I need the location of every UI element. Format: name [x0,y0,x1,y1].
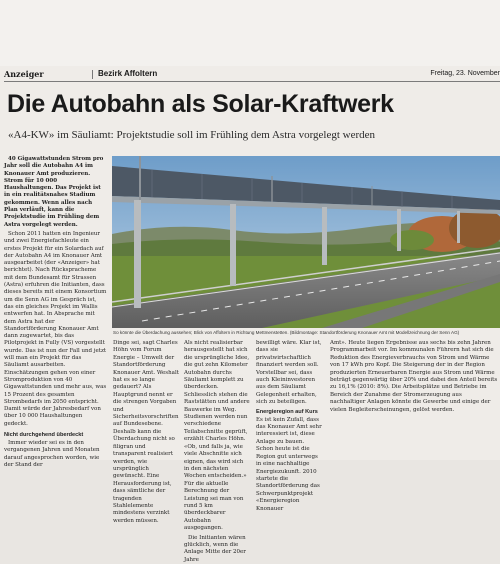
column-2-text: Als nicht realisierbar herausgestellt hat sich die ursprüngliche Idee, die gut zehn Kilometer Autobahn durchs Säuliamt komplett zu überdecken. Schliesslich stehen die Raststätten und andere Bauwerke im Weg. Studienen werden nun verschiedene Teilabschnitte geprüft, erzählt Charles Höhn. «Ob, und falls ja, wie viele Abschnitte sich eignen, das wird sich in den nächsten Wochen entscheiden.» Für die aktuelle Berechnung der Leistung sei man von rund 5 km überdeckbarer Autobahn ausgegangen. [184,340,250,532]
text-column-3 [256,340,322,512]
column-3-end-text: Es ist kein Zufall, dass das Knonauer Amt sehr interessiert ist, diese Anlage zu bauen. Schon heute ist die Region gut unterwegs in eine nachhaltige Energiezukunft. 2010 startete die Standortförderung das Schwerpunktprojekt «Energieregion Knonauer [256,416,322,512]
paper-name: Anzeiger [4,69,44,79]
text-column-4 [330,340,498,460]
lead-subheading: Nicht durchgehend überdeckt [4,431,84,438]
lead-body-text: Schon 2011 hatten ein Ingenieur und zwei Energiefachleute ein erstes Projekt für ein Solardach auf der Autobahn A4 im Knonauer Amt ausgearbeitet (der «Anzeiger» hat berichtet). Nach Rückspracheme mit dem Bundesamt für Strassen (Astra) erfuhren die Initianten, dass dieses bereits mit einem Konsortium um die Senn AG im Gespräch ist, das ein gleiches Projekt im Wallis entwerfen hat. In Absprache mit dem Astra hat der Standortförderung Knonauer Amt dann zugewartet, bis das Pilotprojekt in Fully (VS) vorgestellt wurde. Das ist nun der Fall und jetzt will man ein Projekt für das Säuliamt ausarbeiten. Einschätzungen gehen von einer Stromproduktion von 40 Gigawattstunden und mehr aus, was 15 Prozent des gesamten Strombedarfs im 2050 entspricht. Damit würde der Jahresbedarf von über 10 000 Haushaltungen gedeckt. [4,230,107,427]
column-2-end-text: Die Initianten wären glücklich, wenn die Anlage Mitte der 20er Jahre [184,534,246,563]
section-title: Bezirk Affoltern [98,69,158,78]
article-subhead: «A4-KW» im Säuliamt: Projektstudie soll im Frühling dem Astra vorgelegt werden [8,129,376,141]
article-photo [112,156,500,328]
page-top-margin [0,0,500,66]
column-1-text: Dinge sei, sagt Charles Höhn vom Forum Energie – Umwelt der Standortförderung Knonauer Amt. Weshalt hat es so lange gedauert? Als Hauptgrund nennt er die strengen Vorgaben und Sicherheitsvorschriften auf Bundesebene. Deshalb kann die Überdachung nicht so filigran und transparent realisiert werden, wie ursprünglich gewünscht. Eine Herausforderung ist, dass sämtliche der tragenden Stahlelemente mindestens verzinkt werden müssen. [113,340,179,524]
photo-caption: So könnte die Überdachung aussehen; Blick von Affoltern in Richtung Mettmenstetten. (Bildmontage: Standortförderung Knonauer Amt mit Modellzeichnung der Senn AG) [113,330,460,335]
article-lede: 40 Gigawattstunden Strom pro Jahr soll die Autobahn A4 im Knonauer Amt produzieren. Strom für 10 000 Haushaltungen. Das Projekt ist in ein realitätsnahes Stadium gekommen. Wenn alles nach Plan verläuft, kann die Projektstudie im Frühling dem Astra vorgelegt werden. [4,156,104,228]
column-3-text: bewilligt wäre. Klar ist, dass sie privatwirtschaftlich finanziert werden soll. Vorstellbar sei, dass auch Kleininvestoren aus dem Säuliamt Gelegenheit erhalten, sich zu beteiligen. [256,340,322,406]
text-column-2 [184,340,250,563]
lead-end-text: Immer wieder sei es in den vergangenen Jahren und Monaten darauf angesprochen worden, wie der Stand der [4,439,100,468]
masthead [4,69,500,82]
masthead-divider [92,70,93,79]
column-4-text: Amt». Heute liegen Ergebnisse aus sechs bis zehn Jahren Programmarbeit vor. Im kommunalen Führern hat sich die Reduktion des Energieverbrauchs von Strom und Wärme von 17 kWh pro Kopf. Die Steigerung der in der Region produzierten Erneuerbaren Energie aus Strom und Wärme beträgt gegenwärtig über 20% und dabei den Anteil bereits zu 16,1% (2010: 8%). Die Arbeitsplätze und Betriebe im Bereich der Zunahme der Stromerzeugung aus nachhaltiger Anlagen könnte die Gewerbe und einige der vielen Begleiterscheinungen, gelöst werden. [330,340,498,413]
article-headline: Die Autobahn als Solar-Kraftwerk [7,90,394,118]
solar-roof-highway-illustration [112,156,500,328]
text-column-1 [113,340,179,524]
column-3-subheading: Energieregion auf Kurs [256,408,318,415]
issue-date: Freitag, 23. November [430,70,500,77]
lead-column [4,156,107,468]
